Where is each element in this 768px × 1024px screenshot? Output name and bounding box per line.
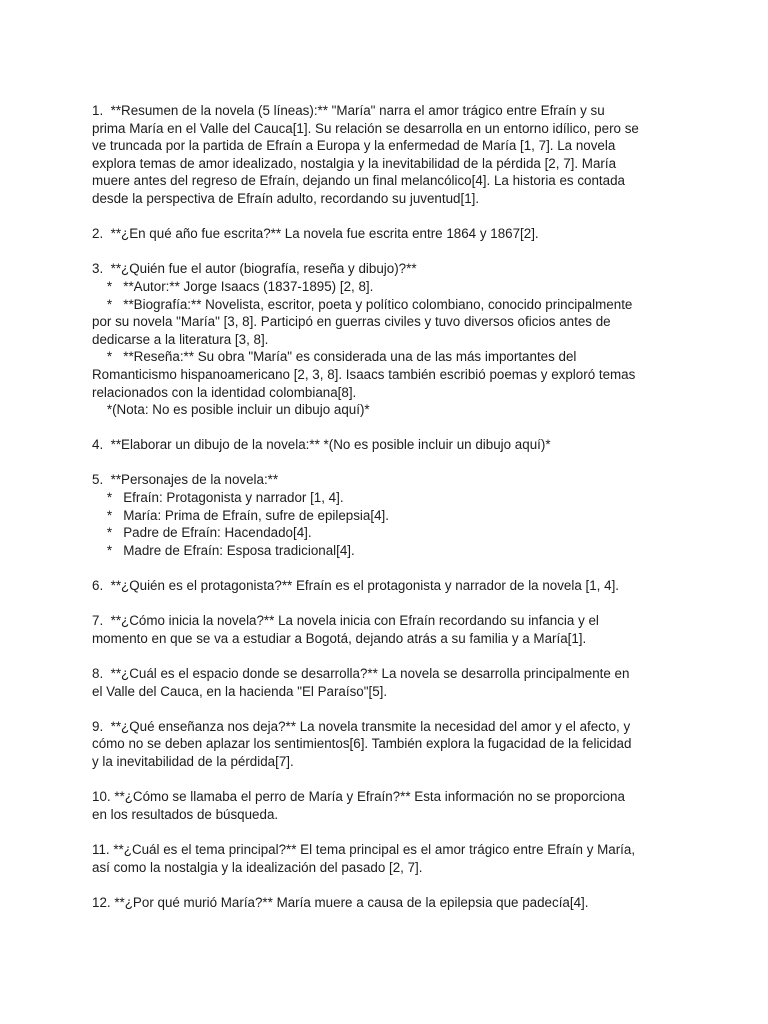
list-item: [92, 718, 678, 771]
text-line: * Efraín: Protagonista y narrador [1, 4].: [92, 490, 344, 506]
text-line: *(Nota: No es posible incluir un dibujo aquí)*: [92, 402, 370, 418]
text-line: relacionados con la identidad colombiana[8].: [92, 384, 357, 400]
text-line: * **Autor:** Jorge Isaacs (1837-1895) [2, 8].: [92, 278, 374, 294]
list-item: [92, 894, 678, 912]
text-line: desde la perspectiva de Efraín adulto, recordando su juventud[1].: [92, 190, 480, 206]
text-line: dedicarse a la literatura [3, 8].: [92, 331, 269, 347]
list-item: [92, 841, 678, 876]
list-item: [92, 788, 678, 823]
text-line: 12. **¿Por qué murió María?** María muere a causa de la epilepsia que padecía[4].: [92, 894, 589, 910]
text-line: 9. **¿Qué enseñanza nos deja?** La novela transmite la necesidad del amor y el afecto, y: [92, 718, 631, 734]
text-line: 1. **Resumen de la novela (5 líneas):** "María" narra el amor trágico entre Efraín y su: [92, 103, 605, 118]
text-line: 11. **¿Cuál es el tema principal?** El tema principal es el amor trágico entre Efraín y María,: [92, 841, 636, 857]
text-line: el Valle del Cauca, en la hacienda "El Paraíso"[5].: [92, 683, 388, 699]
text-line: * **Biografía:** Novelista, escritor, poeta y político colombiano, conocido principalmente: [92, 296, 633, 312]
text-line: momento en que se va a estudiar a Bogotá, dejando atrás a su familia y a María[1].: [92, 630, 587, 646]
text-line: 5. **Personajes de la novela:**: [92, 472, 279, 488]
text-line: 7. **¿Cómo inicia la novela?** La novela inicia con Efraín recordando su infancia y el: [92, 613, 599, 629]
list-item: [92, 436, 678, 454]
text-line: ve truncada por la partida de Efraín a Europa y la enfermedad de María [1, 7]. La novela: [92, 138, 616, 154]
list-item: [92, 260, 678, 418]
text-line: 4. **Elaborar un dibujo de la novela:** *(No es posible incluir un dibujo aquí)*: [92, 437, 551, 453]
list-item: [92, 612, 678, 647]
text-line: 6. **¿Quién es el protagonista?** Efraín es el protagonista y narrador de la novela [1, 4].: [92, 578, 620, 594]
list-item: [92, 225, 678, 243]
list-item: [92, 665, 678, 700]
list-item: [92, 102, 678, 208]
document-body: [92, 102, 678, 929]
list-item: [92, 577, 678, 595]
text-line: * Padre de Efraín: Hacendado[4].: [92, 525, 312, 541]
text-line: por su novela "María" [3, 8]. Participó en guerras civiles y tuvo diversos oficios antes de: [92, 314, 611, 330]
text-line: * Madre de Efraín: Esposa tradicional[4].: [92, 542, 355, 558]
text-line: 10. **¿Cómo se llamaba el perro de María y Efraín?** Esta información no se proporciona: [92, 789, 625, 805]
text-line: muere antes del regreso de Efraín, dejando un final melancólico[4]. La historia es contada: [92, 173, 625, 189]
text-line: prima María en el Valle del Cauca[1]. Su relación se desarrolla en un entorno idílico, pero se: [92, 120, 639, 136]
text-line: * **Reseña:** Su obra "María" es considerada una de las más importantes del: [92, 349, 577, 365]
text-line: * María: Prima de Efraín, sufre de epilepsia[4].: [92, 507, 389, 523]
text-line: 8. **¿Cuál es el espacio donde se desarrolla?** La novela se desarrolla principalmente en: [92, 666, 630, 681]
text-line: 2. **¿En qué año fue escrita?** La novela fue escrita entre 1864 y 1867[2].: [92, 226, 539, 242]
text-line: cómo no se deben aplazar los sentimientos[6]. También explora la fugacidad de la felicidad: [92, 736, 632, 752]
text-line: Romanticismo hispanoamericano [2, 3, 8]. Isaacs también escribió poemas y exploró temas: [92, 366, 636, 382]
text-line: explora temas de amor idealizado, nostalgia y la inevitabilidad de la pérdida [2, 7]. María: [92, 155, 617, 171]
text-line: y la inevitabilidad de la pérdida[7].: [92, 753, 294, 769]
text-line: 3. **¿Quién fue el autor (biografía, reseña y dibujo)?**: [92, 261, 417, 277]
list-item: [92, 471, 678, 559]
text-line: en los resultados de búsqueda.: [92, 806, 279, 822]
text-line: así como la nostalgia y la idealización del pasado [2, 7].: [92, 859, 423, 875]
